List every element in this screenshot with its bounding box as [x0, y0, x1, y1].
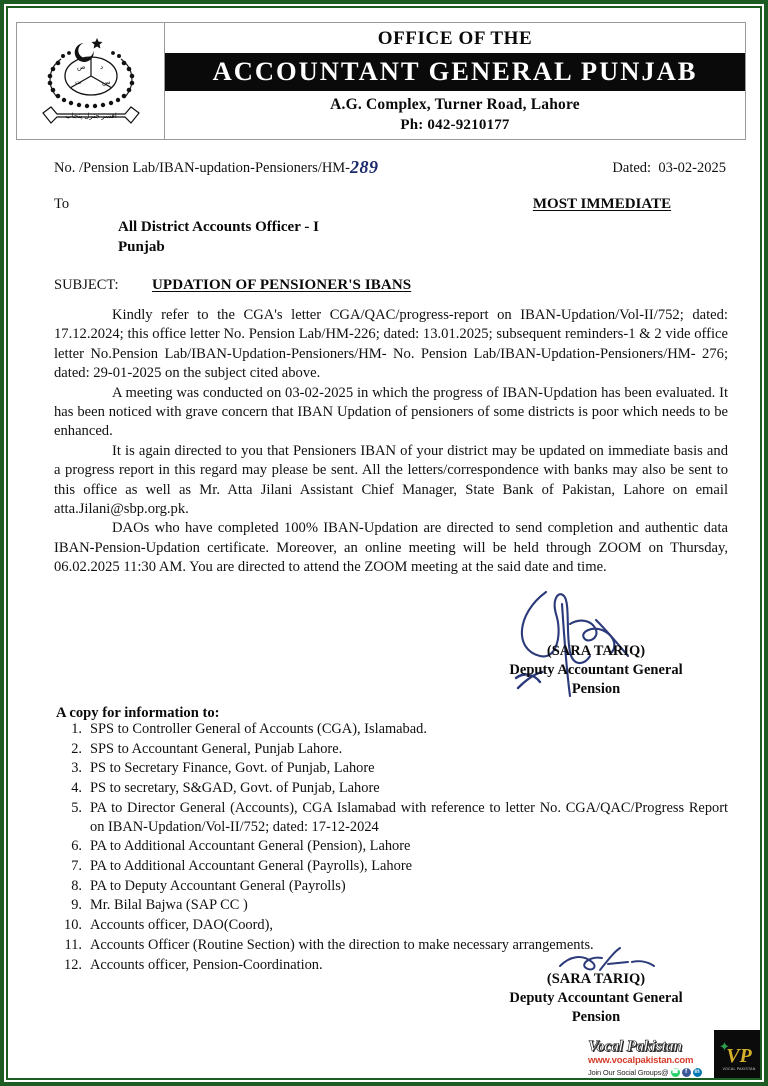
- copy-list-heading: A copy for information to:: [56, 705, 220, 721]
- watermark: [586, 1030, 760, 1078]
- body-paragraph-1: Kindly refer to the CGA's letter CGA/QAC/progress-report on IBAN-Updation/Vol-II/752; dated: 17.12.2024; this office letter No. Pension Lab/HM-226; dated: 13.01.2025; subsequent reminders-1 & 2 vide office letter No.Pension Lab/IBAN-Updation-Pensioners/HM- No. Pension Lab/IBAN-Updation-Pensioners/HM- 276; dated: 29-01-2025 on the subject cited above.: [54, 307, 728, 382]
- addressee: [118, 217, 319, 258]
- list-item: [56, 740, 728, 759]
- list-item-number: 10.: [64, 917, 82, 934]
- list-item-text: Accounts Officer (Routine Section) with the direction to make necessary arrangements.: [90, 936, 594, 953]
- linkedin-icon[interactable]: in: [694, 1069, 700, 1076]
- signatory-department: Pension: [571, 1008, 621, 1025]
- subject-value: UPDATION OF PENSIONER'S IBANS: [152, 277, 412, 293]
- letterhead-text: [165, 23, 745, 139]
- list-item-number: 1.: [71, 721, 82, 737]
- star-icon: ✦: [719, 1039, 730, 1054]
- list-item-number: 8.: [71, 877, 82, 894]
- list-item: [56, 779, 728, 798]
- list-item-text: SPS to Controller General of Accounts (CGA), Islamabad.: [90, 721, 427, 737]
- signatory-name: (SARA TARIQ): [546, 971, 646, 987]
- signatory-designation: Deputy Accountant General: [509, 989, 683, 1006]
- pakistan-state-emblem-icon: [27, 29, 155, 133]
- reference-number-handwritten: 289: [350, 157, 379, 177]
- list-item-number: 9.: [71, 897, 82, 914]
- letterhead: [16, 22, 746, 140]
- subject-row: [54, 277, 411, 294]
- list-item: [56, 877, 728, 896]
- watermark-text-group: [586, 1030, 714, 1078]
- signatory-name: (SARA TARIQ): [546, 643, 646, 659]
- office-of-the-label: OFFICE OF THE: [377, 28, 533, 49]
- watermark-logo: [714, 1030, 760, 1078]
- list-item-text: PS to secretary, S&GAD, Govt. of Punjab, Lahore: [90, 780, 380, 797]
- document-sheet: [8, 8, 760, 1078]
- watermark-url: www.vocalpakistan.com: [588, 1054, 694, 1066]
- list-item: [56, 896, 728, 915]
- list-item-text: PA to Additional Accountant General (Payrolls), Lahore: [90, 858, 412, 875]
- list-item-number: 4.: [71, 780, 82, 797]
- letter-body: [54, 306, 728, 578]
- reference-number-prefix: No. /Pension Lab/IBAN-updation-Pensioners/HM-: [54, 160, 351, 176]
- facebook-icon[interactable]: f: [682, 1068, 691, 1077]
- date-label: Dated:: [612, 160, 652, 176]
- list-item: [56, 759, 728, 778]
- list-item-text: PA to Deputy Accountant General (Payrolls): [90, 877, 346, 894]
- signature-block-bottom: [446, 970, 746, 1027]
- svg-text:س: س: [101, 78, 111, 86]
- addressee-line-1: All District Accounts Officer - I: [118, 219, 319, 235]
- list-item-text: SPS to Accountant General, Punjab Lahore.: [90, 740, 343, 757]
- list-item: [56, 720, 728, 739]
- list-item: [56, 799, 728, 836]
- list-item-number: 5.: [71, 799, 82, 816]
- list-item-number: 2.: [71, 740, 82, 757]
- body-paragraph-2: A meeting was conducted on 03-02-2025 in which the progress of IBAN-Updation has been evaluated. It has been noticed with grave concern that IBAN Updation of pensioners of some districts is poor which needs to be enhanced.: [54, 384, 728, 440]
- emblem-cell: [17, 23, 165, 139]
- subject-label: SUBJECT:: [54, 277, 119, 293]
- watermark-social-row: [588, 1068, 714, 1077]
- list-item-text: Mr. Bilal Bajwa (SAP CC ): [90, 897, 248, 914]
- list-item: [56, 837, 728, 856]
- reference-number: [54, 156, 379, 177]
- whatsapp-icon[interactable]: ☎: [671, 1069, 679, 1076]
- svg-text:افسر جنرل پنجاب: افسر جنرل پنجاب: [64, 112, 117, 120]
- signatory-designation: Deputy Accountant General: [509, 661, 683, 678]
- list-item-text: PS to Secretary Finance, Govt. of Punjab, Lahore: [90, 760, 375, 777]
- list-item-text: PA to Additional Accountant General (Pension), Lahore: [90, 838, 411, 855]
- svg-text:د: د: [99, 63, 103, 71]
- list-item-number: 3.: [71, 760, 82, 777]
- list-item-number: 7.: [71, 858, 82, 875]
- list-item-text: PA to Director General (Accounts), CGA Islamabad with reference to letter No. CGA/QAC/Progress Report on IBAN-Updation/Vol-II/752; dated: 17-12-2024: [90, 799, 728, 835]
- list-item: [56, 916, 728, 935]
- list-item-number: 12.: [64, 956, 82, 973]
- reference-row: [54, 156, 726, 177]
- watermark-logo-mark: VP: [726, 1044, 752, 1067]
- list-item-number: 6.: [71, 838, 82, 855]
- watermark-logo-sub: VOCAL PAKISTAN: [722, 1066, 756, 1071]
- copy-list: [56, 720, 728, 975]
- signatory-department: Pension: [571, 680, 621, 697]
- list-item-text: Accounts officer, Pension-Coordination.: [90, 956, 323, 973]
- priority-badge: MOST IMMEDIATE: [532, 196, 672, 212]
- letter-date: [612, 160, 726, 177]
- list-item-number: 11.: [64, 936, 82, 953]
- signature-block-top: [446, 642, 746, 699]
- list-item-text: Accounts officer, DAO(Coord),: [90, 917, 273, 934]
- to-label: To: [54, 196, 70, 212]
- addressee-line-2: Punjab: [118, 239, 165, 256]
- date-value: 03-02-2025: [658, 160, 726, 176]
- office-address: A.G. Complex, Turner Road, Lahore: [330, 95, 580, 113]
- watermark-title: Vocal Pakistan: [588, 1037, 683, 1055]
- organization-banner: ACCOUNTANT GENERAL PUNJAB: [165, 53, 745, 91]
- list-item: [56, 857, 728, 876]
- svg-text:ت: ت: [74, 78, 82, 86]
- office-phone: Ph: 042-9210177: [400, 116, 510, 133]
- body-paragraph-3: It is again directed to you that Pensioners IBAN of your district may be updated on immediate basis and a progress report in this regard may please be sent. All the letters/correspondence with banks may also be sent to this office as well as Mr. Atta Jilani Assistant Chief Manager, State Bank of Pakistan, Lahore on email atta.Jilani@sbp.org.pk.: [54, 442, 728, 518]
- body-paragraph-4: DAOs who have completed 100% IBAN-Updation are directed to send completion and authentic data IBAN-Pension-Updation certificate. Moreover, an online meeting will be held through ZOOM on Thursday, 06.02.2025 11:30 AM. You are directed to attend the ZOOM meeting at the said date and time.: [54, 520, 728, 576]
- list-item: [56, 936, 728, 955]
- svg-text:ص: ص: [76, 63, 85, 71]
- watermark-social-text: Join Our Social Groups@: [588, 1068, 669, 1078]
